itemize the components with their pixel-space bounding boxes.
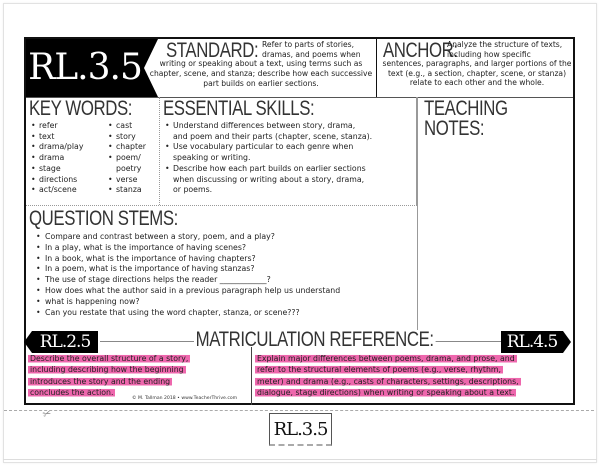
copyright-credit: © M. Tallman 2018 • www.TeacherThrive.com bbox=[132, 396, 238, 401]
essential-skills-title: ESSENTIAL SKILLS: bbox=[163, 97, 315, 120]
list-item: • Can you restate that using the word chapter, stanza, or scene??? bbox=[36, 307, 300, 317]
list-item: • drama/play bbox=[31, 142, 84, 152]
scissors-icon: ✂ bbox=[41, 407, 54, 422]
next-standard-code: RL.4.5 bbox=[506, 332, 558, 352]
list-item: • stanza bbox=[108, 185, 142, 195]
list-item: • poem/ bbox=[108, 153, 141, 163]
list-item: • verse bbox=[108, 174, 138, 184]
standard-code: RL.3.5 bbox=[28, 47, 142, 88]
list-item-continuation: poetry bbox=[116, 163, 142, 173]
key-words-title: KEY WORDS: bbox=[29, 97, 133, 120]
cut-out-tag-code: RL.3.5 bbox=[273, 419, 328, 440]
highlighted-line: including describing how the beginning bbox=[30, 365, 184, 375]
highlighted-line: Describe the overall structure of a story, bbox=[30, 354, 189, 363]
list-item: • In a play, what is the importance of having scenes? bbox=[36, 242, 247, 252]
question-stems-list bbox=[34, 232, 414, 318]
anchor-panel bbox=[376, 39, 573, 97]
highlighted-line: concludes the action. bbox=[30, 388, 114, 398]
rule-left bbox=[100, 341, 196, 342]
list-item: • Describe how each part builds on earlier sections when discussing or writing about a story, drama, or poems. bbox=[165, 163, 366, 195]
highlighted-line: refer to the structural elements of poems (e.g., verse, rhythm, bbox=[257, 365, 501, 375]
previous-standard-tag bbox=[32, 331, 98, 353]
essential-skills-panel bbox=[160, 97, 417, 205]
next-standard-tag bbox=[501, 331, 563, 353]
next-standard-text bbox=[255, 353, 573, 405]
question-stems-panel bbox=[26, 205, 417, 331]
page-bottom-edge bbox=[3, 459, 597, 460]
standard-second-line: dramas, and poems when bbox=[262, 49, 361, 59]
list-item: • drama bbox=[31, 153, 65, 163]
cut-out-tag bbox=[269, 413, 332, 446]
list-item: • what is happening now? bbox=[36, 296, 140, 306]
standard-first-line: Refer to parts of stories, bbox=[262, 40, 355, 49]
highlighted-line: Explain major differences between poems, drama, and prose, and bbox=[257, 354, 515, 363]
anchor-first-line: Analyze the structure of texts, including how specific bbox=[447, 40, 563, 59]
matriculation-title: MATRICULATION REFERENCE: bbox=[195, 328, 434, 351]
list-item: • chapter bbox=[108, 142, 147, 152]
anchor-label: ANCHOR: bbox=[383, 39, 458, 62]
highlighted-line: dialogue, stage directions) when writing or speaking about a text. bbox=[257, 388, 515, 398]
highlighted-line: meter) and drama (e.g., casts of characters, settings, descriptions, bbox=[257, 376, 519, 386]
question-stems-title: QUESTION STEMS: bbox=[29, 207, 178, 230]
key-words-column-2 bbox=[107, 121, 146, 196]
list-item: • text bbox=[31, 131, 55, 141]
standard-card bbox=[24, 37, 575, 405]
highlighted-line: introduces the story and the ending bbox=[30, 376, 171, 386]
list-item: • In a book, what is the importance of having chapters? bbox=[36, 253, 256, 263]
list-item: • In a poem, what is the importance of having stanzas? bbox=[36, 264, 255, 274]
tag-arrow-left-icon bbox=[24, 331, 32, 353]
teaching-notes-panel bbox=[417, 97, 573, 343]
previous-standard-code: RL.2.5 bbox=[39, 332, 91, 352]
list-item: • directions bbox=[31, 174, 78, 184]
cut-line bbox=[4, 410, 594, 411]
teaching-notes-title: TEACHING NOTES: bbox=[424, 97, 508, 140]
standard-label: STANDARD: bbox=[166, 39, 259, 62]
standard-code-block bbox=[26, 39, 144, 97]
list-item: • Understand differences between story, drama, and poem and their parts (chapter, scene, stanza). bbox=[165, 121, 373, 141]
list-item: • act/scene bbox=[31, 185, 77, 195]
list-item: • stage bbox=[31, 163, 61, 173]
essential-skills-list bbox=[162, 121, 414, 196]
list-item: • refer bbox=[31, 121, 58, 130]
key-words-column-1 bbox=[30, 121, 83, 196]
list-item: • The use of stage directions helps the reader ____________? bbox=[36, 275, 271, 285]
key-words-panel bbox=[26, 97, 160, 205]
list-item: • Use vocabulary particular to each genre when speaking or writing. bbox=[165, 142, 354, 163]
anchor-text: sentences, paragraphs, and larger portions of the text (e.g., a section, chapter, scene, or stanza) relate to each other and the whole. bbox=[382, 59, 572, 88]
divider bbox=[251, 347, 252, 405]
list-item: • How does what the author said in a previous paragraph help us understand bbox=[36, 285, 341, 295]
list-item: • story bbox=[108, 131, 136, 141]
standard-text: writing or speaking about a text, using terms such as chapter, scene, and stanza; describe how each successive part builds on earlier sections. bbox=[149, 59, 373, 88]
tag-arrow-right-icon bbox=[563, 331, 571, 353]
list-item: • Compare and contrast between a story, poem, and a play? bbox=[36, 232, 275, 241]
list-item: • cast bbox=[108, 121, 133, 130]
